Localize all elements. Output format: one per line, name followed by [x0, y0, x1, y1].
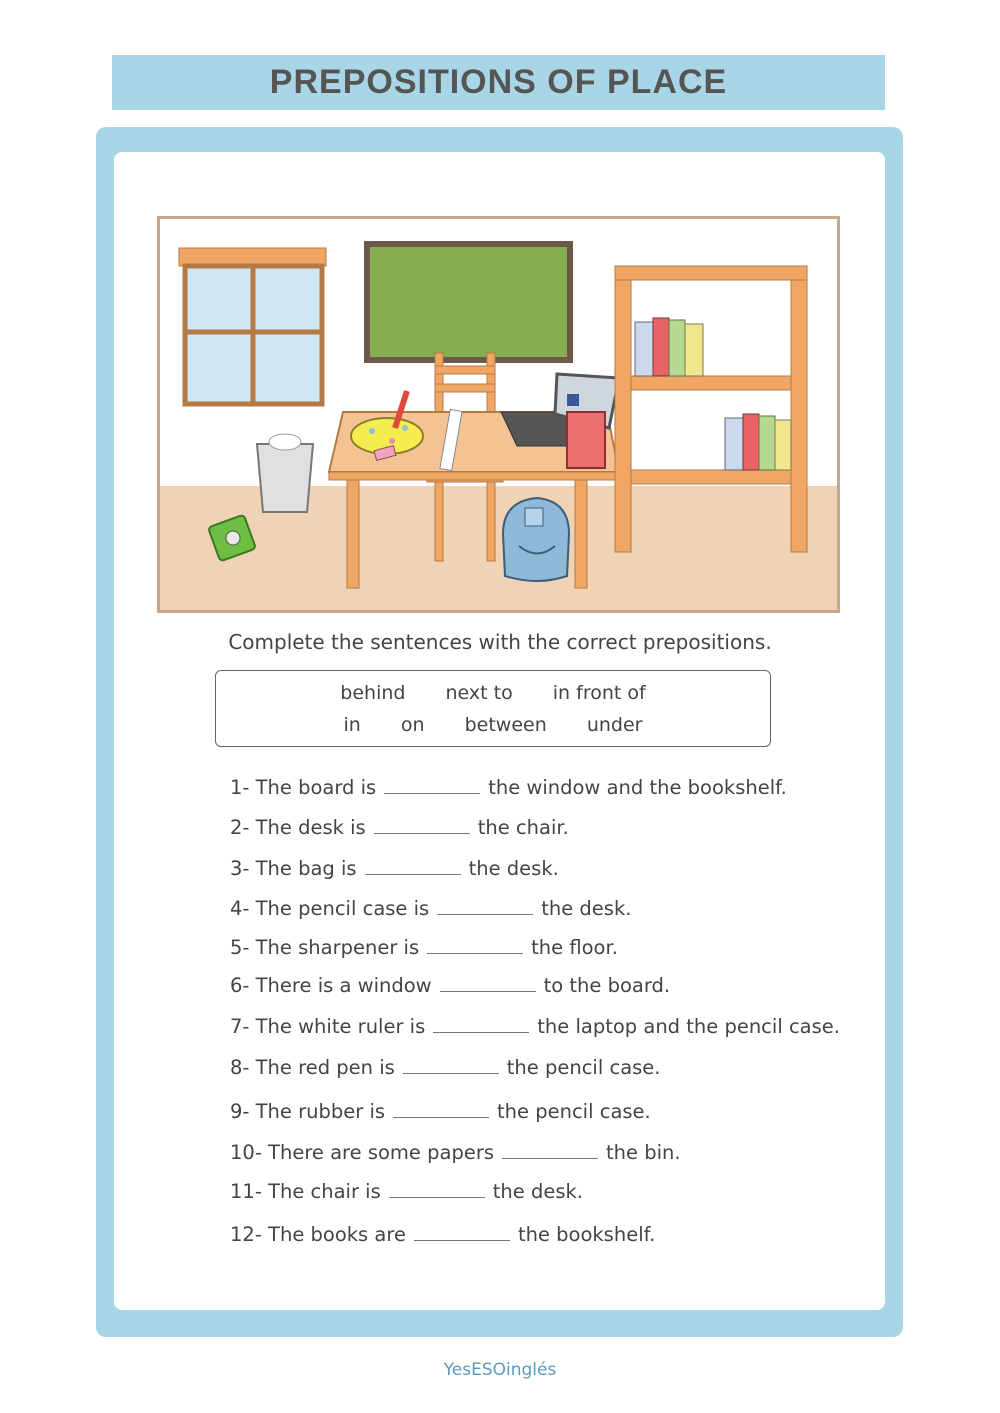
sentence-end: the window and the bookshelf. — [488, 776, 787, 799]
sentence-item — [230, 974, 670, 997]
sentence-start: 3- The bag is — [230, 857, 357, 880]
classroom-illustration — [157, 216, 840, 613]
sentence-start: 6- There is a window — [230, 974, 432, 997]
sentence-start: 9- The rubber is — [230, 1100, 386, 1123]
backpack — [503, 498, 569, 581]
answer-blank[interactable] — [374, 817, 470, 834]
books-top-shelf — [635, 318, 703, 376]
sentence-end: to the board. — [543, 974, 671, 997]
sentence-end: the desk. — [541, 897, 632, 920]
window — [179, 248, 326, 404]
answer-blank[interactable] — [389, 1181, 485, 1198]
sentence-start: 11- The chair is — [230, 1180, 381, 1203]
word-bank-item: in — [343, 714, 361, 736]
notebook — [567, 412, 605, 468]
sentence-item — [230, 816, 569, 839]
sentence-start: 4- The pencil case is — [230, 897, 430, 920]
sentence-start: 1- The board is — [230, 776, 377, 799]
sentence-start: 8- The red pen is — [230, 1056, 395, 1079]
word-bank-item: next to — [445, 682, 513, 704]
answer-blank[interactable] — [414, 1224, 510, 1241]
sentence-item — [230, 776, 787, 799]
answer-blank[interactable] — [365, 858, 461, 875]
word-bank-item: under — [586, 714, 643, 736]
sentence-item — [230, 1100, 651, 1123]
title-banner — [112, 55, 885, 110]
sentence-item — [230, 936, 618, 959]
word-bank-item: on — [400, 714, 425, 736]
sentence-item — [230, 1180, 583, 1203]
footer-brand: YesESOinglés — [443, 1360, 557, 1380]
sentence-end: the floor. — [531, 936, 618, 959]
word-bank-item: between — [464, 714, 547, 736]
word-bank-row — [216, 714, 770, 736]
sentence-start: 12- The books are — [230, 1223, 406, 1246]
sentence-start: 10- There are some papers — [230, 1141, 494, 1164]
sentence-item — [230, 1015, 840, 1038]
answer-blank[interactable] — [502, 1142, 598, 1159]
page-title: PREPOSITIONS OF PLACE — [269, 63, 728, 101]
answer-blank[interactable] — [393, 1101, 489, 1118]
word-bank-item: in front of — [552, 682, 646, 704]
word-bank — [215, 670, 771, 747]
sentence-end: the bookshelf. — [517, 1223, 656, 1246]
sentence-item — [230, 1141, 681, 1164]
bin — [257, 434, 313, 512]
answer-blank[interactable] — [440, 975, 536, 992]
sentence-item — [230, 1223, 655, 1246]
sentence-end: the desk. — [492, 1180, 583, 1203]
sentence-start: 2- The desk is — [230, 816, 366, 839]
answer-blank[interactable] — [433, 1016, 529, 1033]
sentence-end: the laptop and the pencil case. — [537, 1015, 840, 1038]
sentence-start: 7- The white ruler is — [230, 1015, 426, 1038]
sentence-item — [230, 857, 559, 880]
answer-blank[interactable] — [427, 937, 523, 954]
sentence-end: the pencil case. — [497, 1100, 651, 1123]
word-bank-row — [216, 682, 770, 704]
sentence-end: the desk. — [468, 857, 559, 880]
sentence-item — [230, 897, 631, 920]
sentence-end: the pencil case. — [506, 1056, 661, 1079]
sentence-item — [230, 1056, 661, 1079]
answer-blank[interactable] — [437, 898, 533, 915]
answer-blank[interactable] — [384, 777, 480, 794]
sentence-start: 5- The sharpener is — [230, 936, 420, 959]
books-bottom-shelf — [725, 414, 791, 470]
sentence-end: the bin. — [606, 1141, 681, 1164]
sentence-end: the chair. — [477, 816, 569, 839]
board — [367, 244, 570, 360]
word-bank-item: behind — [340, 682, 406, 704]
instruction-text: Complete the sentences with the correct prepositions. — [228, 630, 772, 654]
answer-blank[interactable] — [403, 1057, 499, 1074]
